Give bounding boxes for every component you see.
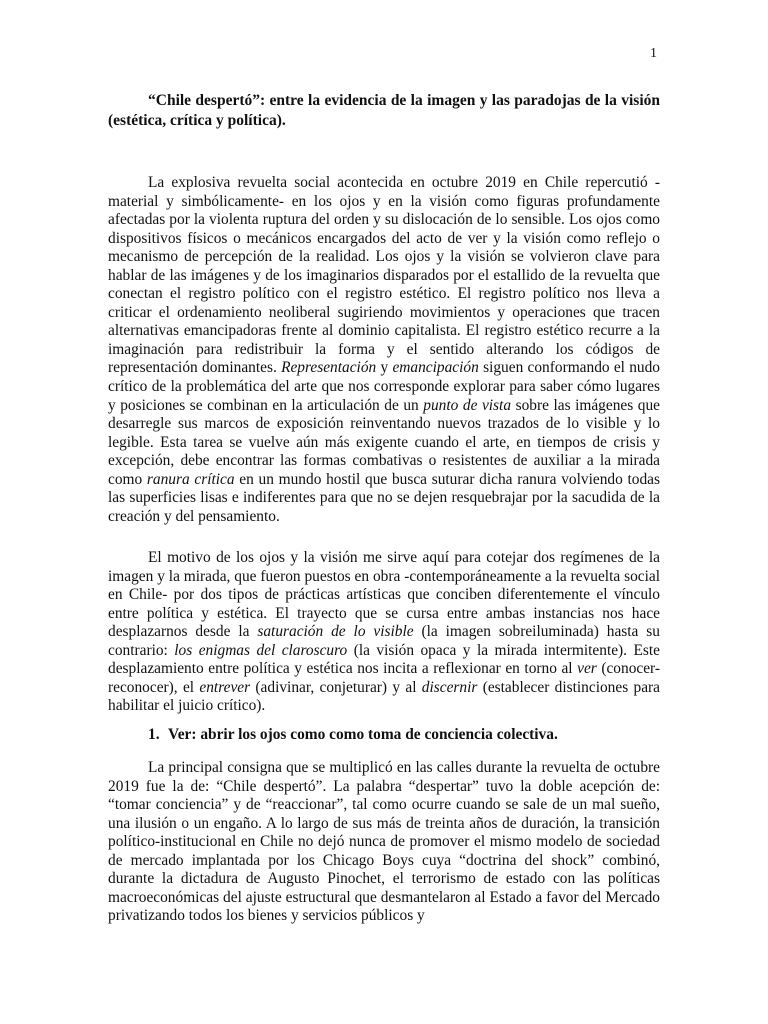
page-number: 1: [650, 46, 657, 61]
section-title: Ver: abrir los ojos como como toma de conciencia colectiva.: [168, 726, 558, 743]
italic-term: los enigmas del claroscuro: [174, 641, 348, 659]
paragraph-2: El motivo de los ojos y la visión me sirve aquí para cotejar dos regímenes de la imagen y la mirada, que fueron puestos en obra -contemporáneamente a la revuelta social en Chile- por dos tipos de prácticas artísticas que conciben diferentemente el vínculo entre política y estética. El trayecto que se cursa entre ambas instancias nos hace desplazarnos desde la saturación de lo visible (la imagen sobreiluminada) hasta su contrario: los enigmas del claroscuro (la visión opaca y la mirada intermitente). Este desplazamiento entre política y estética nos incita a reflexionar en torno al ver (conocer-reconocer), el entrever (adivinar, conjeturar) y al discernir (establecer distinciones para habilitar el juicio crítico).: [108, 549, 660, 715]
italic-term: ver: [577, 660, 597, 678]
paragraph-intro: [108, 174, 660, 534]
italic-term: emancipación: [392, 359, 479, 377]
italic-term: entrever: [199, 678, 251, 696]
document-title: “Chile despertó”: entre la evidencia de la imagen y las paradojas de la visión (estética, crítica y política).: [108, 92, 660, 129]
italic-term: saturación de lo visible: [257, 623, 414, 641]
italic-term: Representación: [281, 359, 377, 377]
section-heading: [108, 726, 660, 745]
italic-term: discernir: [421, 678, 478, 696]
paragraph-1: La explosiva revuelta social acontecida en octubre 2019 en Chile repercutió -material y simbólicamente- en los ojos y en la visión como figuras profundamente afectadas por la violenta ruptura del orden y su dislocación de lo sensible. Los ojos como dispositivos físicos o mecánicos encargados del acto de ver y la visión como reflejo o mecanismo de percepción de la realidad. Los ojos y la visión se volvieron clave para hablar de las imágenes y de los imaginarios disparados por el estallido de la revuelta que conectan el registro político con el registro estético. El registro político nos lleva a criticar el ordenamiento neoliberal sugiriendo movimientos y operaciones que tracen alternativas emancipadoras frente al dominio capitalista. El registro estético recurre a la imaginación para redistribuir la forma y el sentido alterando los códigos de representación dominantes. Representación y emancipación siguen conformando el nudo crítico de la problemática del arte que nos corresponde explorar para saber cómo lugares y posiciones se combinan en la articulación de un punto de vista sobre las imágenes que desarregle sus marcos de exposición reinventando nuevos trazados de lo visible y lo legible. Esta tarea se vuelve aún más exigente cuando el arte, en tiempos de crisis y excepción, debe encontrar las formas combativas o resistentes de auxiliar a la mirada como ranura crítica en un mundo hostil que busca suturar dicha ranura volviendo todas las superficies lisas e indiferentes para que no se dejen resquebrajar por la sacudida de la creación y del pensamiento.: [108, 174, 660, 525]
paragraph-3: La principal consigna que se multiplicó en las calles durante la revuelta de octubre 2019 fue la de: “Chile despertó”. La palabra “despertar” tuvo la doble acepción de: “tomar conciencia” y de “reaccionar”, tal como ocurre cuando se sale de un mal sueño, una ilusión o un engaño. A lo largo de sus más de treinta años de duración, la transición político-institucional en Chile no dejó nunca de promover el mismo modelo de sociedad de mercado implantada por los Chicago Boys cuya “doctrina del shock” combinó, durante la dictadura de Augusto Pinochet, el terrorismo de estado con las políticas macroeconómicas del ajuste estructural que desmantelaron al Estado a favor del Mercado privatizando todos los bienes y servicios públicos y: [108, 759, 660, 925]
paragraph-section-1: [108, 759, 660, 934]
italic-term: punto de vista: [423, 396, 512, 414]
section-number: 1.: [148, 726, 160, 743]
paragraph-motive: [108, 549, 660, 724]
italic-term: ranura crítica: [146, 470, 235, 488]
